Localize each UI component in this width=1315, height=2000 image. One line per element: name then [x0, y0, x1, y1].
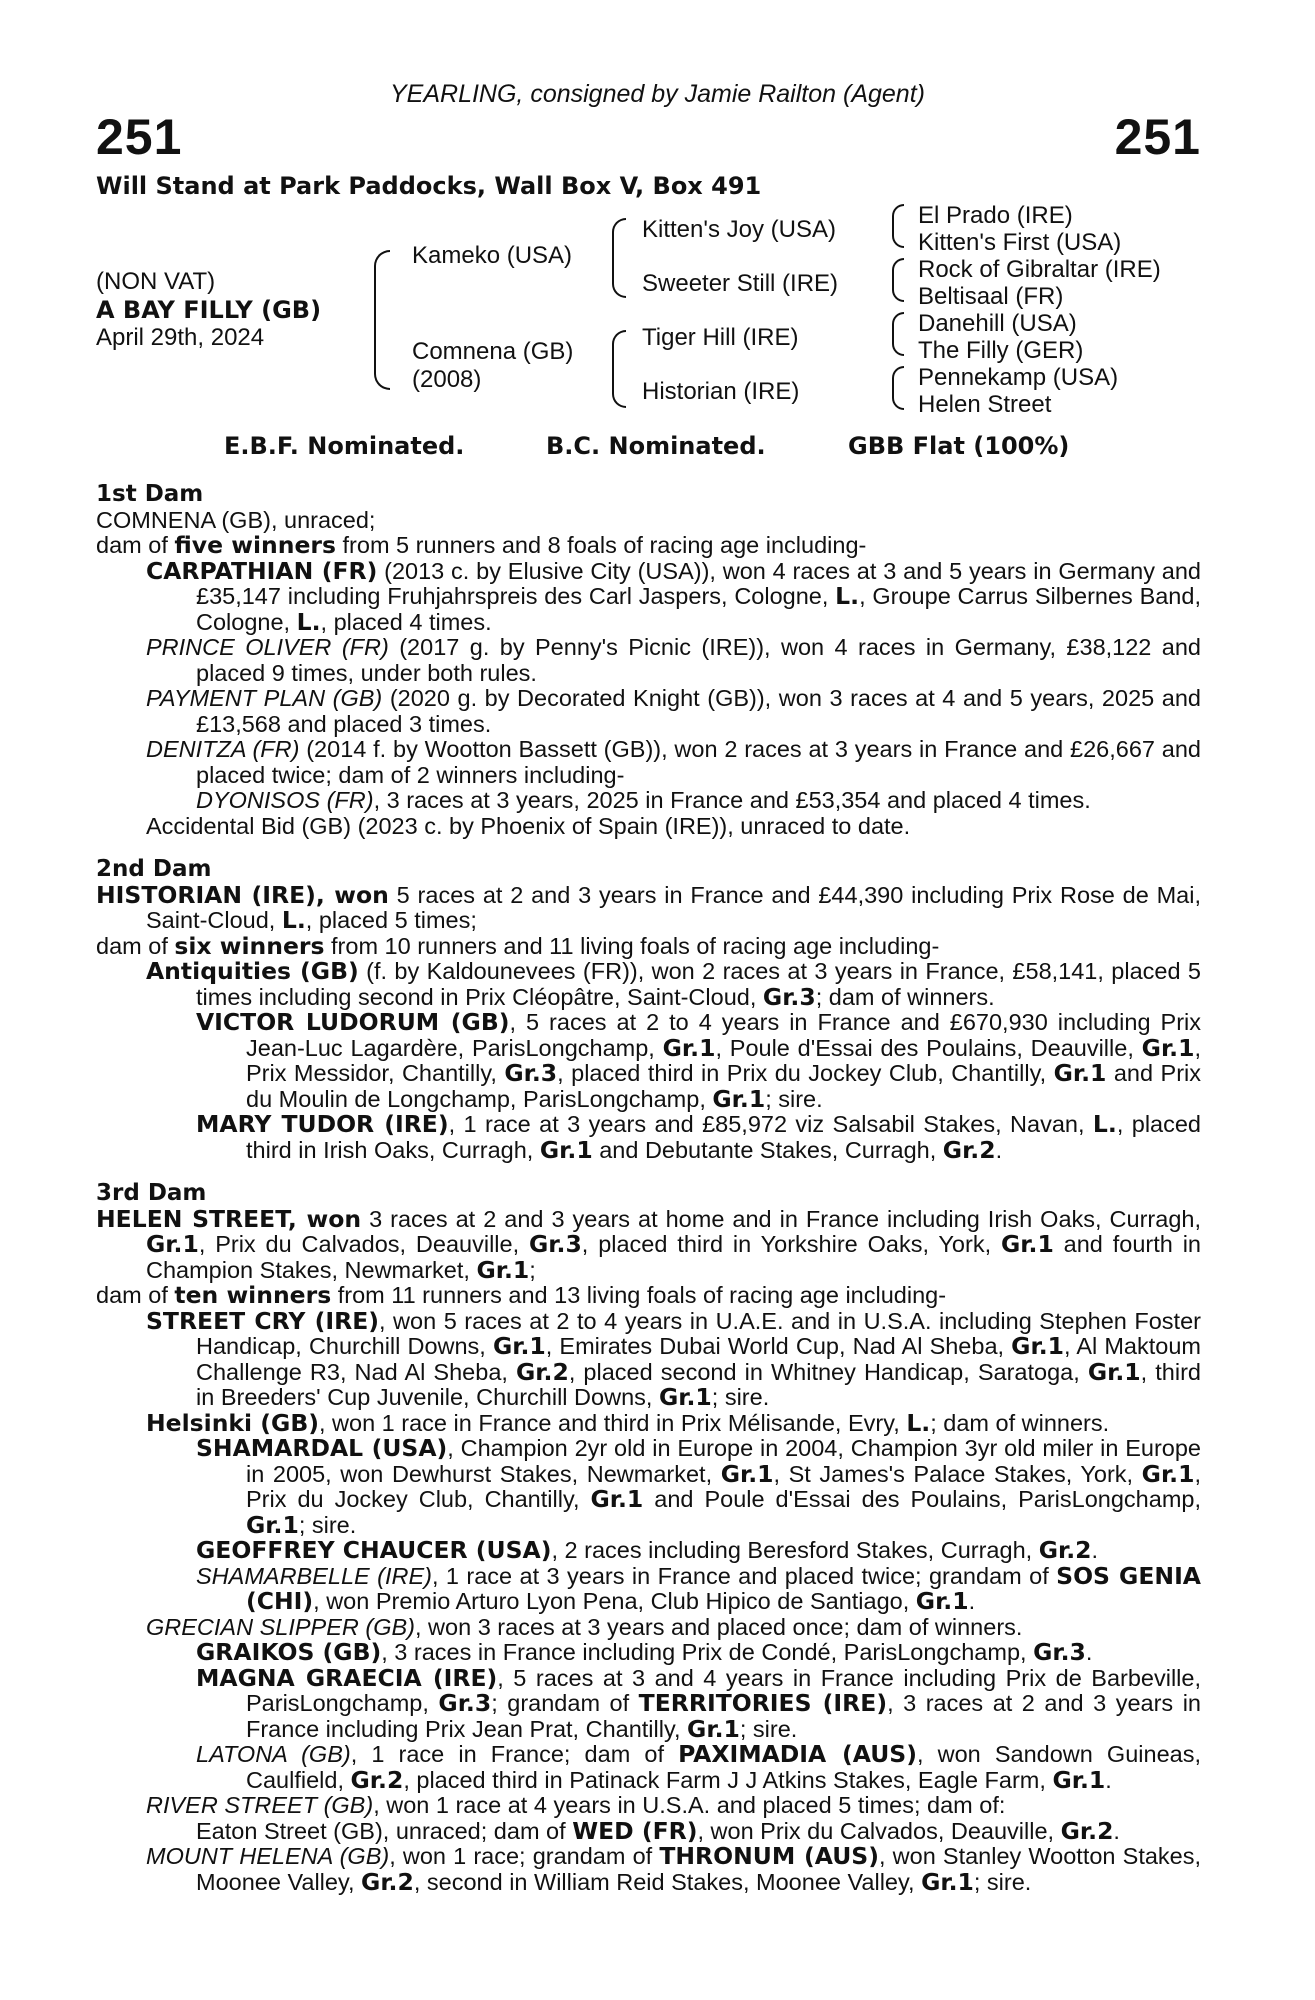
- highlighted-text: Gr.1: [921, 1867, 974, 1896]
- highlighted-text: Gr.1: [146, 1230, 199, 1258]
- pedigree-entry: [96, 1538, 1201, 1564]
- entry-text: 3 races at 2 and 3 years at home and in France including Irish Oaks, Curragh,: [361, 1205, 1201, 1232]
- pedigree-entry: [96, 635, 1201, 686]
- entry-text: , won 1 race at 4 years in U.S.A. and placed 5 times; dam of:: [373, 1792, 1006, 1818]
- highlighted-text: GRAIKOS (GB): [196, 1638, 382, 1666]
- entry-text: , Emirates Dubai World Cup, Nad Al Sheba,: [545, 1333, 1012, 1359]
- pedigree-entry: [96, 931, 1201, 960]
- entry-text: , won Prix du Calvados, Deauville,: [697, 1817, 1061, 1844]
- entry-text: .: [995, 1136, 1003, 1163]
- highlighted-text: Gr.1: [1087, 1357, 1141, 1386]
- pedigree-sire-sire: Kitten's Joy (USA): [642, 216, 836, 243]
- entry-text: , placed third in Patinack Farm J J Atkins Stakes, Eagle Farm,: [403, 1766, 1053, 1793]
- highlighted-text: Gr.2: [1038, 1536, 1092, 1564]
- entry-text: , third in Breeders' Cup Juvenile, Churchill Downs,: [196, 1358, 1201, 1410]
- entry-text: from 11 runners and 13 living foals of racing age including-: [331, 1282, 947, 1308]
- pedigree-entry: [96, 533, 1201, 559]
- pedigree-entry: [96, 1793, 1201, 1819]
- entry-text: , 3 races at 3 years, 2025 in France and £53,354 and placed 4 times.: [373, 787, 1091, 813]
- entry-text: , placed third in Irish Oaks, Curragh,: [246, 1111, 1201, 1163]
- entry-text: , Prix du Calvados, Deauville,: [198, 1231, 529, 1257]
- entry-text: (2014 f. by Wootton Bassett (GB)), won 2 races at 3 years in France and £26,667 and placed twice; dam of 2 winners including-: [196, 736, 1201, 788]
- italic-name: DYONISOS (FR): [196, 787, 374, 813]
- pedigree-sire: Kameko (USA): [412, 242, 573, 269]
- entry-text: (2017 g. by Penny's Picnic (IRE)), won 4 races in Germany, £38,122 and placed 9 times, under both rules.: [196, 634, 1202, 686]
- entry-text: dam of: [96, 932, 175, 959]
- highlighted-text: MARY TUDOR (IRE): [196, 1110, 449, 1138]
- highlighted-text: Gr.1: [1053, 1059, 1107, 1087]
- entry-text: , won 1 race; grandam of: [389, 1843, 660, 1869]
- entry-text: dam of: [96, 1282, 175, 1308]
- italic-name: RIVER STREET (GB): [146, 1792, 374, 1818]
- italic-name: GRECIAN SLIPPER (GB): [146, 1613, 415, 1640]
- highlighted-text: Gr.3: [1033, 1638, 1086, 1666]
- highlighted-text: L.: [281, 906, 306, 934]
- highlighted-text: Gr.2: [942, 1135, 996, 1164]
- highlighted-text: Gr.1: [658, 1383, 712, 1411]
- entry-text: ; dam of winners.: [930, 1409, 1110, 1436]
- pedigree-entry: [96, 880, 1201, 934]
- highlighted-text: Gr.1: [712, 1084, 766, 1113]
- entry-text: from 5 runners and 8 foals of racing age including-: [335, 532, 867, 558]
- entry-text: , 1 race at 3 years and £85,972 viz Salsabil Stakes, Navan,: [448, 1111, 1093, 1137]
- highlighted-text: Gr.1: [1011, 1332, 1064, 1360]
- section-heading: 2nd Dam: [96, 856, 212, 882]
- entry-text: , won Premio Arturo Lyon Pena, Club Hipico de Santiago,: [313, 1588, 916, 1614]
- pedigree-brace-g1: [892, 204, 904, 248]
- pedigree-ggs-1: El Prado (IRE): [918, 202, 1073, 229]
- entry-text: 5 races at 2 and 3 years in France and £44,390 including Prix Rose de Mai, Saint-Cloud,: [146, 881, 1201, 933]
- entry-text: Eaton Street (GB), unraced; dam of: [196, 1817, 573, 1844]
- pedigree-entry: [96, 1663, 1202, 1743]
- entry-text: .: [968, 1588, 976, 1614]
- pedigree-dam: Comnena (GB): [412, 338, 574, 365]
- entry-text: , St James's Palace Stakes, York,: [773, 1460, 1142, 1487]
- pedigree-brace-main: [374, 250, 390, 390]
- entry-text: , Champion 2yr old in Europe in 2004, Champion 3yr old miler in Europe in 2005, won Dewhurst Stakes, Newmarket,: [246, 1435, 1201, 1487]
- highlighted-text: Gr.3: [528, 1230, 582, 1258]
- entry-text: and Prix du Moulin de Longchamp, ParisLongchamp,: [246, 1060, 1202, 1112]
- highlighted-text: GEOFFREY CHAUCER (USA): [196, 1536, 552, 1564]
- highlighted-text: Gr.1: [720, 1459, 774, 1488]
- italic-name: SHAMARBELLE (IRE): [196, 1562, 432, 1589]
- entry-text: , 3 races at 2 and 3 years in France including Prix Jean Prat, Chantilly,: [246, 1690, 1201, 1742]
- entry-text: .: [1091, 1537, 1099, 1563]
- highlighted-text: VICTOR LUDORUM (GB): [196, 1008, 510, 1036]
- entry-text: .: [1085, 1639, 1093, 1665]
- highlighted-text: Gr.1: [590, 1485, 644, 1513]
- pedigree-entry: [96, 1204, 1201, 1284]
- pedigree-entry: [96, 686, 1201, 737]
- highlighted-text: Gr.1: [492, 1332, 546, 1360]
- catalogue-subtitle: YEARLING, consigned by Jamie Railton (Agent): [390, 80, 925, 108]
- highlighted-text: SHAMARDAL (USA): [196, 1434, 448, 1462]
- pedigree-entry: [96, 1283, 1201, 1309]
- entry-text: (2013 c. by Elusive City (USA)), won 4 races at 3 and 5 years in Germany and £35,147 including Fruhjahrspreis des Carl Jaspers, Cologne,: [196, 557, 1201, 609]
- entry-text: and fourth in Champion Stakes, Newmarket,: [146, 1231, 1201, 1283]
- foaling-date: April 29th, 2024: [96, 324, 265, 351]
- highlighted-text: five winners: [174, 531, 336, 559]
- section-heading: 3rd Dam: [96, 1180, 207, 1206]
- entry-text: , Groupe Carrus Silbernes Band, Cologne,: [196, 583, 1201, 635]
- entry-text: from 10 runners and 11 living foals of racing age including-: [324, 932, 940, 959]
- highlighted-text: Gr.2: [350, 1765, 404, 1794]
- entry-text: , Poule d'Essai des Poulains, Deauville,: [715, 1034, 1142, 1061]
- entry-text: ; sire.: [973, 1868, 1032, 1895]
- entry-text: , won 1 race in France and third in Prix Mélisande, Evry,: [318, 1409, 907, 1436]
- entry-text: ;: [529, 1256, 536, 1283]
- lot-horse-name: A BAY FILLY (GB): [96, 296, 322, 324]
- pedigree-entry: [96, 1844, 1201, 1895]
- entry-text: and Poule d'Essai des Poulains, ParisLongchamp,: [643, 1486, 1201, 1512]
- italic-name: DENITZA (FR): [146, 736, 300, 762]
- highlighted-text: Helsinki (GB): [146, 1408, 319, 1437]
- italic-name: PAYMENT PLAN (GB): [146, 685, 383, 711]
- entry-text: (f. by Kaldounevees (FR)), won 2 races at 3 years in France, £58,141, placed 5 times including second in Prix Cléopâtre, Saint-Cloud,: [196, 958, 1201, 1010]
- pedigree-ggs-4: Pennekamp (USA): [918, 364, 1119, 391]
- entry-text: , placed second in Whitney Handicap, Saratoga,: [568, 1358, 1088, 1385]
- highlighted-text: HELEN STREET, won: [96, 1204, 362, 1233]
- entry-text: Accidental Bid (GB) (2023 c. by Phoenix of Spain (IRE)), unraced to date.: [146, 812, 911, 839]
- entry-text: , 5 races at 2 to 4 years in France and £670,930 including Prix Jean-Luc Lagardère, ParisLongchamp,: [246, 1009, 1201, 1061]
- pedigree-ggd-3: The Filly (GER): [918, 337, 1084, 364]
- entry-text: ; grandam of: [491, 1690, 639, 1716]
- highlighted-text: MAGNA GRAECIA (IRE): [196, 1663, 498, 1692]
- pedigree-brace-g3: [892, 312, 904, 356]
- pedigree-ggs-3: Danehill (USA): [918, 310, 1077, 337]
- italic-name: MOUNT HELENA (GB): [146, 1843, 390, 1869]
- entry-text: , Prix du Jockey Club, Chantilly,: [246, 1460, 1201, 1512]
- highlighted-text: THRONUM (AUS): [659, 1842, 879, 1870]
- highlighted-text: PAXIMADIA (AUS): [678, 1740, 917, 1768]
- gbb-status: GBB Flat (100%): [848, 432, 1070, 460]
- entry-text: (2020 g. by Decorated Knight (GB)), won 3 races at 4 and 5 years, 2025 and £13,568 and placed 3 times.: [196, 685, 1201, 737]
- entry-text: , placed third in Yorkshire Oaks, York,: [581, 1231, 1001, 1257]
- pedigree-entry: [96, 1561, 1201, 1615]
- highlighted-text: Gr.1: [1141, 1459, 1195, 1488]
- highlighted-text: Gr.3: [762, 982, 816, 1011]
- entry-text: ; sire.: [711, 1384, 770, 1410]
- entry-text: , 2 races including Beresford Stakes, Curragh,: [551, 1537, 1039, 1563]
- pedigree-entry: [96, 1436, 1201, 1538]
- pedigree-dam-year: (2008): [412, 366, 482, 393]
- highlighted-text: STREET CRY (IRE): [146, 1306, 379, 1335]
- highlighted-text: Gr.1: [662, 1033, 716, 1062]
- entry-text: , won 3 races at 3 years and placed once; dam of winners.: [415, 1613, 1023, 1640]
- pedigree-dam-sire: Tiger Hill (IRE): [642, 324, 799, 351]
- highlighted-text: L.: [296, 607, 321, 636]
- highlighted-text: Gr.1: [1141, 1033, 1195, 1062]
- entry-text: , won Stanley Wootton Stakes, Moonee Valley,: [196, 1843, 1202, 1895]
- entry-text: .: [1113, 1817, 1120, 1844]
- pedigree-brace-sire: [612, 218, 626, 298]
- highlighted-text: ten winners: [174, 1281, 332, 1309]
- entry-text: and Debutante Stakes, Curragh,: [592, 1136, 943, 1163]
- highlighted-text: Gr.1: [687, 1714, 740, 1743]
- pedigree-entry: [96, 1408, 1201, 1437]
- entry-text: ; sire.: [298, 1511, 357, 1538]
- pedigree-dam-dam: Historian (IRE): [642, 378, 800, 405]
- pedigree-entry: [96, 508, 1201, 534]
- italic-name: PRINCE OLIVER (FR): [146, 634, 389, 660]
- highlighted-text: Gr.2: [516, 1357, 569, 1386]
- ebf-nomination: E.B.F. Nominated.: [224, 432, 465, 460]
- pedigree-entry: [96, 1010, 1201, 1112]
- pedigree-entry: [96, 737, 1201, 788]
- entry-text: , placed 5 times;: [305, 907, 477, 933]
- vat-status: (NON VAT): [96, 268, 216, 295]
- entry-text: ; dam of winners.: [815, 983, 995, 1010]
- highlighted-text: L.: [906, 1408, 931, 1437]
- highlighted-text: Gr.1: [1052, 1765, 1106, 1794]
- highlighted-text: HISTORIAN (IRE), won: [96, 880, 389, 909]
- entry-text: , placed 4 times.: [320, 608, 492, 635]
- entry-text: , won Sandown Guineas, Caulfield,: [246, 1741, 1201, 1793]
- pedigree-sire-dam: Sweeter Still (IRE): [642, 270, 839, 297]
- entry-text: COMNENA (GB), unraced;: [96, 506, 376, 533]
- pedigree-entry: [96, 556, 1201, 636]
- highlighted-text: L.: [1092, 1110, 1117, 1138]
- highlighted-text: TERRITORIES (IRE): [638, 1689, 888, 1717]
- italic-name: LATONA (GB): [196, 1741, 351, 1767]
- entry-text: ; sire.: [739, 1715, 798, 1742]
- section-heading: 1st Dam: [96, 481, 204, 507]
- pedigree-ggd-4: Helen Street: [918, 391, 1052, 418]
- highlighted-text: Gr.1: [915, 1587, 969, 1615]
- highlighted-text: Gr.2: [1060, 1816, 1114, 1845]
- pedigree-entry: [96, 1306, 1201, 1411]
- pedigree-brace-g4: [892, 366, 904, 410]
- highlighted-text: six winners: [174, 931, 325, 960]
- entry-text: , 1 race at 3 years in France and placed twice; grandam of: [431, 1562, 1057, 1589]
- entry-text: , 3 races in France including Prix de Condé, ParisLongchamp,: [381, 1639, 1034, 1665]
- highlighted-text: Gr.1: [476, 1255, 530, 1284]
- pedigree-entry: [96, 788, 1201, 814]
- highlighted-text: Gr.3: [438, 1689, 492, 1717]
- entry-text: dam of: [96, 532, 175, 558]
- highlighted-text: Gr.1: [539, 1135, 593, 1164]
- entry-text: , second in William Reid Stakes, Moonee Valley,: [413, 1868, 922, 1895]
- entry-text: , placed third in Prix du Jockey Club, Chantilly,: [557, 1060, 1054, 1086]
- highlighted-text: Antiquities (GB): [146, 957, 359, 985]
- entry-text: .: [1105, 1766, 1112, 1793]
- entry-text: , Prix Messidor, Chantilly,: [246, 1034, 1201, 1086]
- pedigree-ggd-1: Kitten's First (USA): [918, 229, 1122, 256]
- pedigree-entry: [96, 814, 1201, 840]
- highlighted-text: Gr.2: [361, 1867, 414, 1896]
- entry-text: , 5 races at 3 and 4 years in France including Prix de Barbeville, ParisLongchamp,: [246, 1664, 1202, 1716]
- highlighted-text: L.: [835, 582, 860, 610]
- lot-number-right: 251: [1114, 109, 1201, 165]
- pedigree-entry: [96, 1816, 1201, 1845]
- highlighted-text: WED (FR): [572, 1816, 698, 1845]
- entry-text: , 1 race in France; dam of: [350, 1741, 679, 1767]
- highlighted-text: CARPATHIAN (FR): [146, 556, 378, 585]
- lot-number-left: 251: [96, 109, 183, 165]
- entry-text: , won 5 races at 2 to 4 years in U.A.E. and in U.S.A. including Stephen Foster Handicap, Churchill Downs,: [196, 1307, 1201, 1359]
- highlighted-text: Gr.1: [1000, 1230, 1054, 1258]
- highlighted-text: SOS GENIA (CHI): [246, 1561, 1201, 1615]
- entry-text: , Al Maktoum Challenge R3, Nad Al Sheba,: [196, 1333, 1201, 1385]
- stand-location: Will Stand at Park Paddocks, Wall Box V, Box 491: [96, 172, 762, 200]
- pedigree-ggd-2: Beltisaal (FR): [918, 283, 1064, 310]
- pedigree-brace-g2: [892, 258, 904, 302]
- produce-record: [96, 482, 1201, 1895]
- highlighted-text: Gr.3: [504, 1059, 558, 1087]
- pedigree-brace-dam: [612, 330, 626, 408]
- pedigree-entry: [96, 959, 1201, 1010]
- pedigree-entry: [96, 1112, 1201, 1163]
- highlighted-text: Gr.1: [246, 1510, 299, 1539]
- bc-nomination: B.C. Nominated.: [546, 432, 766, 460]
- pedigree-ggs-2: Rock of Gibraltar (IRE): [918, 256, 1161, 283]
- pedigree-entry: [96, 1615, 1201, 1641]
- pedigree-entry: [96, 1742, 1201, 1793]
- pedigree-entry: [96, 1640, 1201, 1666]
- entry-text: ; sire.: [765, 1085, 823, 1112]
